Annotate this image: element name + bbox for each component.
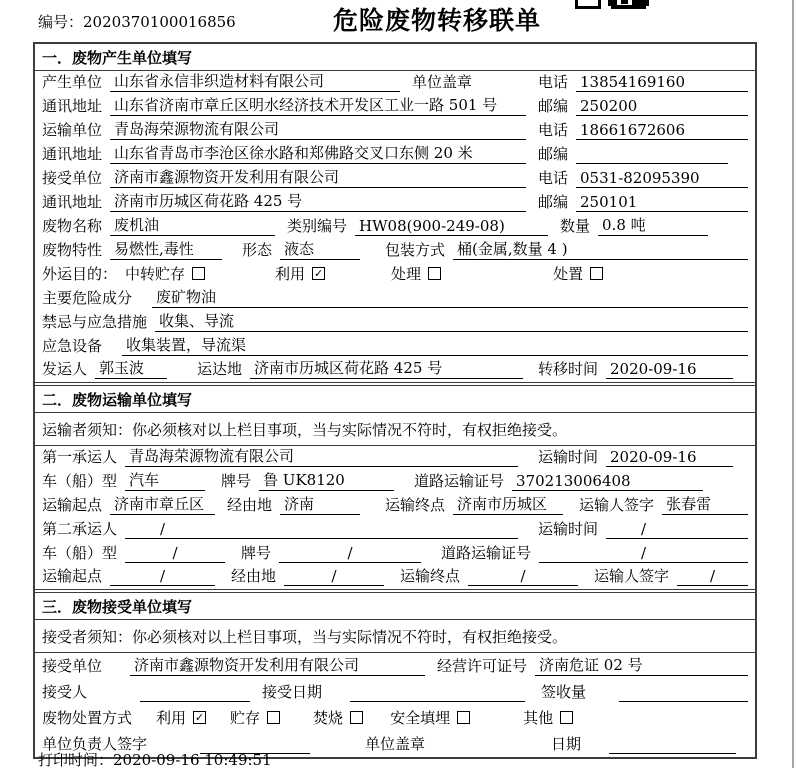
purpose-option-utilize: 利用 ✓ <box>275 265 324 283</box>
sign-date-label: 日期 <box>551 735 582 753</box>
receive-phone-value: 0531-82095390 <box>576 169 748 188</box>
route2-start-value: / <box>110 567 215 586</box>
row-vehicle2 <box>35 542 755 566</box>
print-time-label: 打印时间： <box>38 751 114 769</box>
transport-time1-value: 2020-09-16 <box>606 448 733 467</box>
vehicle2-type-label: 车（船）型 <box>42 544 118 562</box>
route2-start-label: 运输起点 <box>42 567 103 585</box>
dispose-checkbox <box>590 267 603 280</box>
row-waste-name <box>35 215 755 239</box>
destination-label: 运达地 <box>197 360 243 378</box>
second-carrier-value: / <box>125 520 518 539</box>
receive-phone-label: 电话 <box>538 169 569 187</box>
page-right-edge <box>792 0 794 768</box>
utilize-checkbox: ✓ <box>313 267 324 280</box>
manifest-form <box>33 42 757 759</box>
waste-form-value: 液态 <box>280 239 360 260</box>
accept-unit-value: 济南市鑫源物资开发利用有限公司 <box>130 654 425 676</box>
producer-unit-value: 山东省永信非织造材料有限公司 <box>110 71 400 92</box>
row-producer-address <box>35 95 755 119</box>
unit-seal-label: 单位盖章 <box>412 73 473 91</box>
page-title: 危险废物转移联单 <box>332 6 541 35</box>
row-route2 <box>35 566 755 590</box>
row-waste-traits <box>35 239 755 263</box>
vehicle2-type-value: / <box>125 544 225 563</box>
producer-address-label: 通讯地址 <box>42 97 103 115</box>
transport-time2-label: 运输时间 <box>538 520 599 538</box>
route1-end-value: 济南市历城区 <box>453 494 563 515</box>
row-accept-unit <box>35 653 755 679</box>
receive-unit-label: 接受单位 <box>42 169 103 187</box>
sign-date-value <box>609 736 736 754</box>
producer-phone-value: 13854169160 <box>576 73 748 92</box>
row-receiver-notice <box>35 620 755 653</box>
transport-address-value: 山东省青岛市李沧区徐水路和郑佛路交叉口东侧 20 米 <box>110 143 526 164</box>
second-carrier-label: 第二承运人 <box>42 520 118 538</box>
row-emergency-equipment <box>35 335 755 359</box>
waste-code-value: HW08(900-249-08) <box>355 217 548 236</box>
vehicle1-type-value: 汽车 <box>125 470 205 491</box>
unit-seal2-label: 单位盖章 <box>365 735 426 753</box>
producer-zip-label: 邮编 <box>538 97 569 115</box>
vehicle2-plate-label: 牌号 <box>241 544 272 562</box>
accept-date-label: 接受日期 <box>262 683 323 701</box>
accept-unit-label: 接受单位 <box>42 657 103 675</box>
dispatcher-label: 发运人 <box>42 360 88 378</box>
row-transfer-purpose <box>35 263 755 287</box>
qr-code-fragment <box>575 0 653 10</box>
row-transport-address <box>35 143 755 167</box>
serial-value: 2020370100016856 <box>83 13 236 31</box>
waste-name-label: 废物名称 <box>42 217 103 235</box>
waste-pack-label: 包装方式 <box>385 241 446 259</box>
transport-zip-value <box>576 146 728 164</box>
route1-sign-value: 张春雷 <box>662 494 748 515</box>
disposal-option-storage: 贮存 <box>230 707 280 728</box>
producer-unit-label: 产生单位 <box>42 73 103 91</box>
transport-unit-value: 青岛海荣源物流有限公司 <box>110 119 526 140</box>
taboo-measures-value: 收集、导流 <box>155 311 748 332</box>
disposal-method-label: 废物处置方式 <box>42 709 133 727</box>
print-time-value: 2020-09-16 10:49:51 <box>113 751 272 769</box>
producer-address-value: 山东省济南市章丘区明水经济技术开发区工业一路 501 号 <box>110 95 526 116</box>
receive-address-value: 济南市历城区荷花路 425 号 <box>110 191 526 212</box>
route1-end-label: 运输终点 <box>385 496 446 514</box>
vehicle2-cert-value: / <box>539 544 748 563</box>
emergency-equipment-value: 收集装置，导流渠 <box>122 335 748 356</box>
disposal-storage-checkbox <box>267 711 280 724</box>
waste-qty-label: 数量 <box>560 217 591 235</box>
transport-address-label: 通讯地址 <box>42 145 103 163</box>
receive-zip-value: 250101 <box>576 193 748 212</box>
section-2-header: 二．废物运输单位填写 <box>35 385 755 413</box>
acceptor-value <box>140 684 250 702</box>
row-route1 <box>35 494 755 518</box>
disposal-landfill-checkbox <box>457 711 470 724</box>
route2-via-label: 经由地 <box>231 567 277 585</box>
purpose-option-transfer-storage: 中转贮存 <box>125 263 205 284</box>
route1-via-label: 经由地 <box>227 496 273 514</box>
route2-end-value: / <box>468 567 578 586</box>
vehicle1-plate-label: 牌号 <box>221 472 252 490</box>
hazard-component-label: 主要危险成分 <box>42 289 133 307</box>
row-taboo-measures <box>35 311 755 335</box>
transfer-storage-checkbox <box>192 267 205 280</box>
vehicle1-plate-value: 鲁 UK8120 <box>259 470 394 491</box>
row-second-carrier <box>35 518 755 542</box>
route2-sign-label: 运输人签字 <box>594 567 670 585</box>
vehicle1-cert-value: 370213006408 <box>512 472 703 491</box>
row-vehicle1 <box>35 470 755 494</box>
license-value: 济南危证 02 号 <box>535 654 748 676</box>
row-disposal-method <box>35 705 755 731</box>
disposal-option-incinerate: 焚烧 <box>313 707 363 728</box>
producer-zip-value: 250200 <box>576 97 748 116</box>
responsible-sign-label: 单位负责人签字 <box>42 735 148 753</box>
license-label: 经营许可证号 <box>437 657 528 675</box>
transport-unit-label: 运输单位 <box>42 121 103 139</box>
purpose-option-dispose: 处置 <box>553 263 603 284</box>
disposal-option-landfill: 安全填埋 <box>390 707 470 728</box>
row-transport-unit <box>35 119 755 143</box>
row-receive-unit <box>35 167 755 191</box>
transfer-time-label: 转移时间 <box>538 360 599 378</box>
disposal-option-other: 其他 <box>523 707 573 728</box>
first-carrier-value: 青岛海荣源物流有限公司 <box>125 446 518 467</box>
route1-via-value: 济南 <box>280 494 360 515</box>
print-time <box>38 749 272 770</box>
destination-value: 济南市历城区荷花路 425 号 <box>250 359 523 379</box>
route2-via-value: / <box>284 567 384 586</box>
receive-address-label: 通讯地址 <box>42 193 103 211</box>
hazard-component-value: 废矿物油 <box>152 287 748 308</box>
transfer-purpose-label: 外运目的： <box>42 265 118 283</box>
row-receive-address <box>35 191 755 215</box>
vehicle2-cert-label: 道路运输证号 <box>441 544 532 562</box>
waste-code-label: 类别编号 <box>287 217 348 235</box>
route2-sign-value: / <box>677 567 748 586</box>
disposal-option-utilize: 利用 ✓ <box>156 709 205 727</box>
waste-qty-value: 0.8 吨 <box>598 215 708 236</box>
sign-qty-label: 签收量 <box>541 683 587 701</box>
row-hazard-component <box>35 287 755 311</box>
waste-name-value: 废机油 <box>110 215 275 236</box>
transfer-time-value: 2020-09-16 <box>606 360 733 379</box>
route2-end-label: 运输终点 <box>400 567 461 585</box>
disposal-other-checkbox <box>560 711 573 724</box>
row-transporter-notice <box>35 413 755 446</box>
serial-label: 编号： <box>38 13 84 31</box>
receive-zip-label: 邮编 <box>538 193 569 211</box>
row-dispatcher <box>35 359 755 383</box>
vehicle2-plate-value: / <box>279 544 421 563</box>
producer-phone-label: 电话 <box>538 73 569 91</box>
route1-sign-label: 运输人签字 <box>579 496 655 514</box>
acceptor-label: 接受人 <box>42 683 88 701</box>
purpose-option-treat: 处理 <box>391 263 441 284</box>
first-carrier-label: 第一承运人 <box>42 448 118 466</box>
receive-unit-value: 济南市鑫源物资开发利用有限公司 <box>110 167 526 188</box>
waste-traits-value: 易燃性,毒性 <box>110 239 222 260</box>
transport-zip-label: 邮编 <box>538 145 569 163</box>
row-first-carrier <box>35 446 755 470</box>
emergency-equipment-label: 应急设备 <box>42 337 103 355</box>
sign-qty-value <box>619 684 748 702</box>
row-acceptor <box>35 679 755 705</box>
disposal-utilize-checkbox: ✓ <box>194 711 205 724</box>
dispatcher-value: 郭玉波 <box>95 359 167 379</box>
transporter-notice-text: 运输者须知：你必须核对以上栏目事项，当与实际情况不符时，有权拒绝接受。 <box>42 420 568 439</box>
route1-start-value: 济南市章丘区 <box>110 494 215 515</box>
waste-form-label: 形态 <box>242 241 273 259</box>
row-producer-unit <box>35 71 755 95</box>
transport-phone-label: 电话 <box>538 121 569 139</box>
vehicle1-type-label: 车（船）型 <box>42 472 118 490</box>
disposal-incinerate-checkbox <box>350 711 363 724</box>
accept-date-value <box>350 684 525 702</box>
transport-time2-value: / <box>606 520 748 539</box>
transport-phone-value: 18661672606 <box>576 121 748 140</box>
treat-checkbox <box>428 267 441 280</box>
transport-time1-label: 运输时间 <box>538 448 599 466</box>
waste-pack-value: 桶(金属,数量 4 ) <box>453 239 748 260</box>
route1-start-label: 运输起点 <box>42 496 103 514</box>
receiver-notice-text: 接受者须知：你必须核对以上栏目事项，当与实际情况不符时，有权拒绝接受。 <box>42 627 568 646</box>
vehicle1-cert-label: 道路运输证号 <box>414 472 505 490</box>
taboo-measures-label: 禁忌与应急措施 <box>42 313 148 331</box>
section-1-header: 一．废物产生单位填写 <box>35 44 755 71</box>
section-3-header: 三．废物接受单位填写 <box>35 592 755 620</box>
waste-traits-label: 废物特性 <box>42 241 103 259</box>
